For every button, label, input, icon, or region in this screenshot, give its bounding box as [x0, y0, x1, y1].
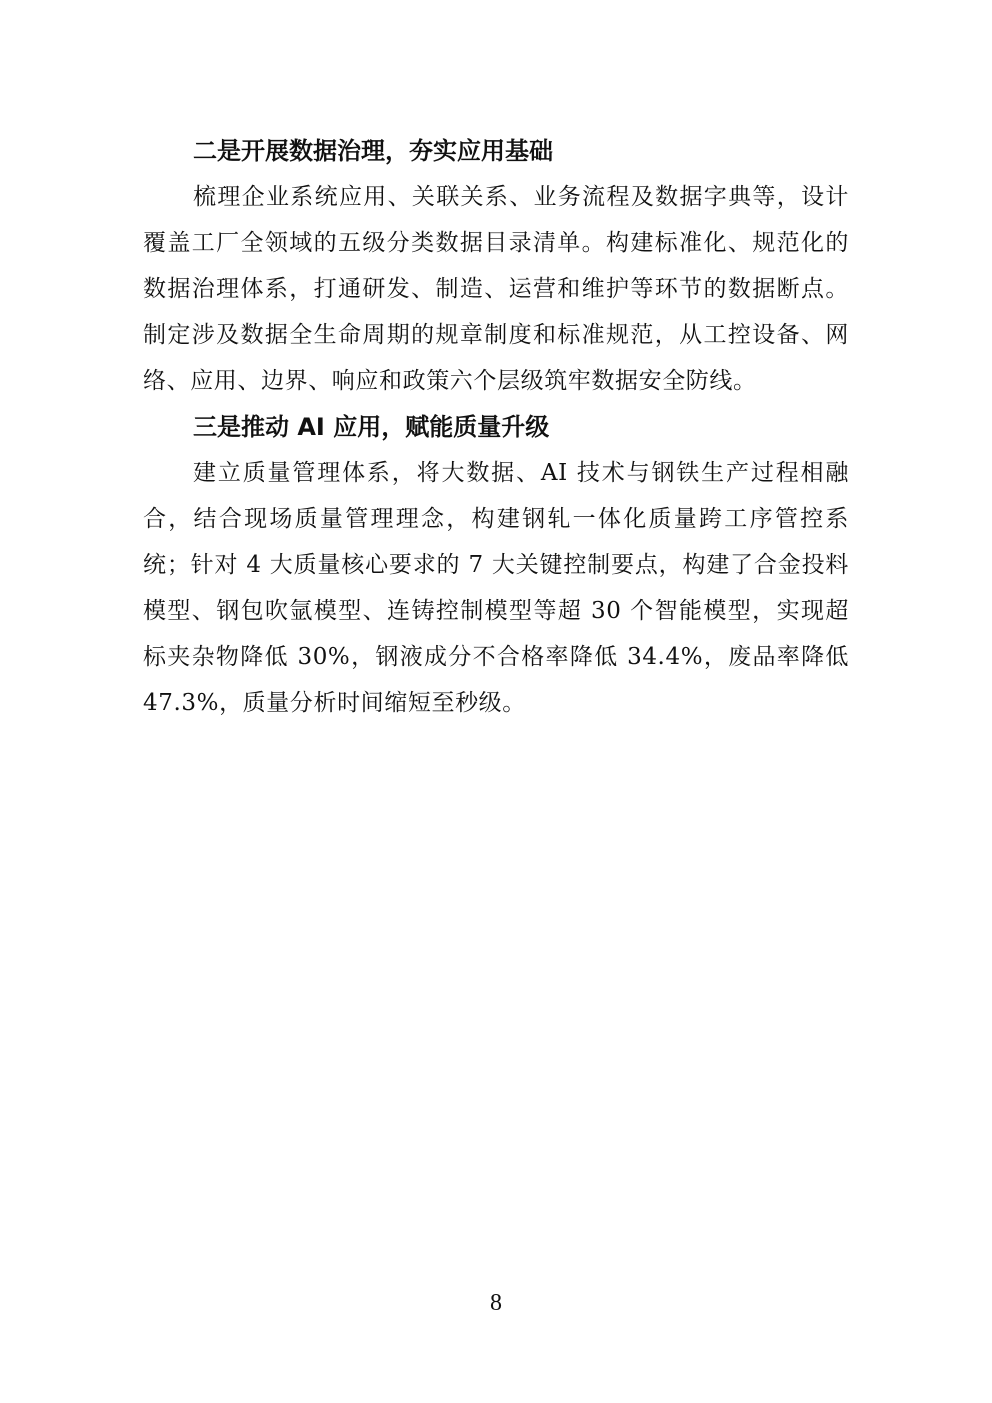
section-heading-data-governance: 二是开展数据治理，夯实应用基础 — [193, 137, 553, 165]
section-heading-ai-application: 三是推动 AI 应用，赋能质量升级 — [193, 413, 550, 441]
paragraph-data-governance: 梳理企业系统应用、关联关系、业务流程及数据字典等，设计覆盖工厂全领域的五级分类数据目录清单。构建标准化、规范化的数据治理体系，打通研发、制造、运营和维护等环节的数据断点。制定涉及数据全生命周期的规章制度和标准规范，从工控设备、网络、应用、边界、响应和政策六个层级筑牢数据安全防线。 — [143, 184, 849, 394]
page-number: 8 — [490, 1290, 502, 1316]
document-body — [143, 128, 849, 726]
paragraph-ai-application: 建立质量管理体系，将大数据、AI 技术与钢铁生产过程相融合，结合现场质量管理理念，构建钢轧一体化质量跨工序管控系统；针对 4 大质量核心要求的 7 大关键控制要点，构建了合金投料模型、钢包吹氩模型、连铸控制模型等超 30 个智能模型，实现超标夹杂物降低 30%，钢液成分不合格率降低 34.4%，废品率降低 47.3%，质量分析时间缩短至秒级。 — [143, 460, 849, 716]
